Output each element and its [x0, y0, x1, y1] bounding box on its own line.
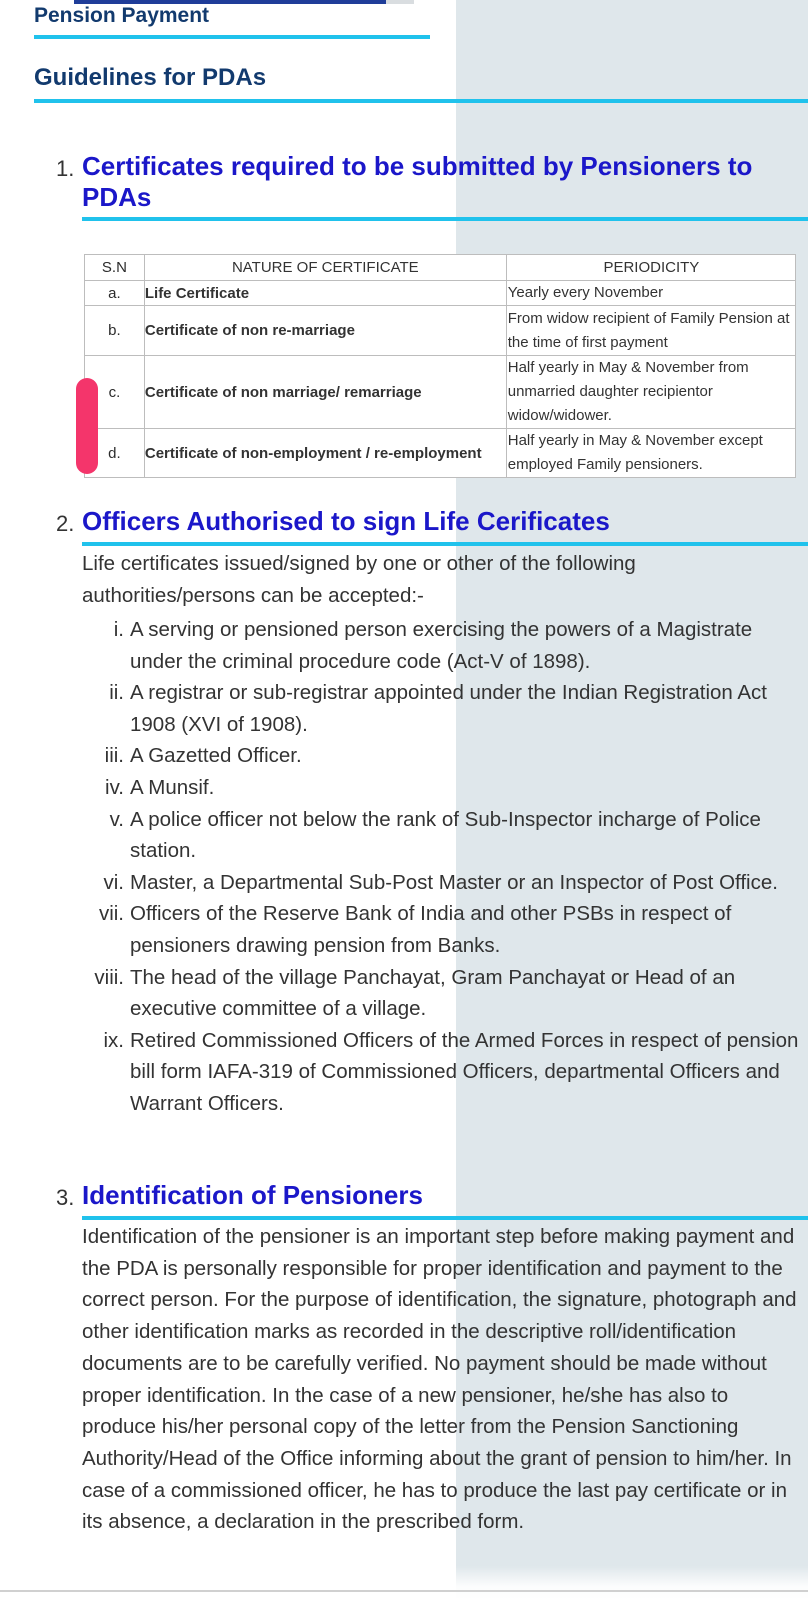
row-periodicity: Yearly every November	[506, 281, 795, 306]
list-item: viii. The head of the village Panchayat, Gram Panchayat or Head of an executive committee of a village.	[94, 965, 736, 1021]
row-sn: d.	[85, 429, 145, 478]
title-underline	[34, 35, 430, 39]
section-3-text: Identification of the pensioner is an important step before making payment and the PDA is personally responsible for proper identification and payment to the correct person. For the purpose of identification, the signature, photograph and other identification marks as recorded in the descriptive roll/identification documents are to be carefully verified. No payment should be made without proper identification. In the case of a new pensioner, he/she has also to produce his/her personal copy of the letter from the Pension Sanctioning Authority/Head of the Office informing about the grant of pension to him/her. In case of a commissioned officer, he has to produce the last pay certificate or in its absence, a declaration in the prescribed form.	[82, 1225, 797, 1534]
section-3-number: 3.	[56, 1185, 75, 1210]
row-sn: c.	[85, 356, 145, 429]
list-item: ix. Retired Commissioned Officers of the Armed Forces in respect of pension bill form IAFA-319 of Commissioned Officers, departmental Officers and Warrant Officers.	[103, 1028, 799, 1115]
table-row	[85, 429, 796, 478]
certificates-table	[84, 254, 796, 478]
row-periodicity: Half yearly in May & November except employed Family pensioners.	[506, 429, 795, 478]
list-item: ii. A registrar or sub-registrar appointed under the Indian Registration Act 1908 (XVI of 1908).	[109, 681, 767, 736]
bottom-fade	[0, 1566, 808, 1600]
header-nature: NATURE OF CERTIFICATE	[144, 255, 506, 281]
list-item: i. A serving or pensioned person exercising the powers of a Magistrate under the criminal procedure code (Act-V of 1898).	[113, 618, 753, 673]
guidelines-heading: Guidelines for PDAs	[34, 64, 267, 91]
bottom-divider	[0, 1590, 808, 1592]
section-1-underline	[82, 217, 808, 221]
authorities-list	[94, 614, 800, 1120]
top-gray-line	[386, 0, 414, 4]
table-row	[85, 281, 796, 306]
row-sn: b.	[85, 306, 145, 356]
section-3-heading: Identification of Pensioners	[82, 1180, 423, 1210]
section-2-number: 2.	[56, 511, 75, 536]
section-1-heading: Certificates required to be submitted by Pensioners to PDAs	[82, 151, 753, 212]
row-periodicity: From widow recipient of Family Pension at the time of first payment	[506, 306, 795, 356]
page-title: Pension Payment	[34, 4, 210, 27]
list-item: vi. Master, a Departmental Sub-Post Master or an Inspector of Post Office.	[103, 870, 778, 894]
list-item: v. A police officer not below the rank of Sub-Inspector incharge of Police station.	[109, 807, 761, 863]
table-header-row	[85, 255, 796, 281]
guidelines-underline	[34, 99, 808, 103]
header-periodicity: PERIODICITY	[506, 255, 795, 281]
row-sn: a.	[85, 281, 145, 306]
section-1-number: 1.	[56, 156, 75, 181]
row-nature: Certificate of non-employment / re-employment	[144, 429, 506, 478]
row-nature: Certificate of non marriage/ remarriage	[144, 356, 506, 429]
row-periodicity: Half yearly in May & November from unmarried daughter recipientor widow/widower.	[506, 356, 795, 429]
list-item: iv. A Munsif.	[105, 775, 215, 799]
table-row	[85, 356, 796, 429]
list-item: vii. Officers of the Reserve Bank of India and other PSBs in respect of pensioners drawing pension from Banks.	[98, 902, 732, 957]
row-nature: Life Certificate	[144, 281, 506, 306]
section-2-heading: Officers Authorised to sign Life Cerificates	[82, 506, 610, 536]
list-item: iii. A Gazetted Officer.	[104, 744, 302, 768]
highlight-marker	[76, 378, 98, 474]
header-sn: S.N	[85, 255, 145, 281]
table-row	[85, 306, 796, 356]
row-nature: Certificate of non re-marriage	[144, 306, 506, 356]
section-2-underline	[82, 542, 808, 546]
section-2-intro: Life certificates issued/signed by one or other of the following authorities/persons can be accepted:-	[82, 552, 636, 607]
section-3-underline	[82, 1216, 808, 1220]
